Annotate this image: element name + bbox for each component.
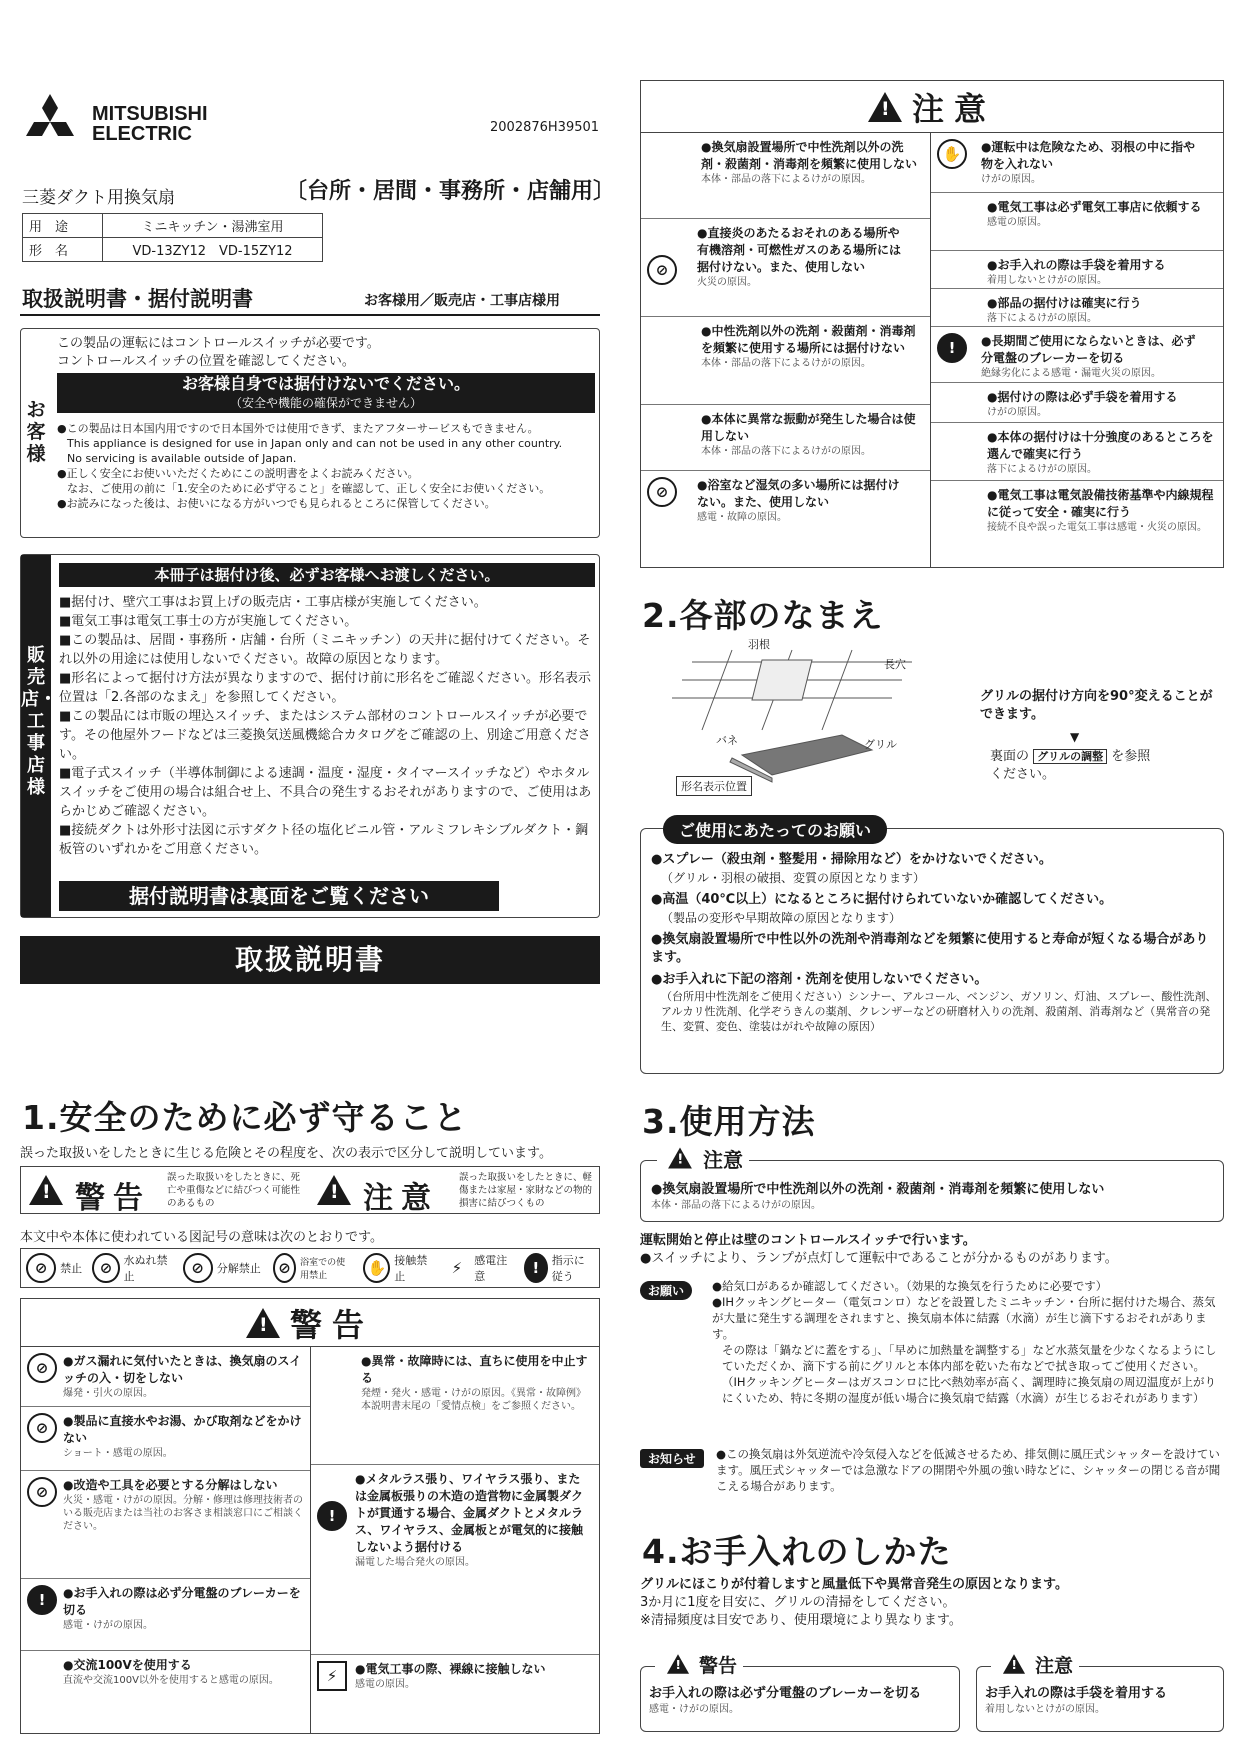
- warning-item-text: ●メタルラス張り、ワイヤラス張り、または金属板張りの木造の造営物に金属製ダクトが貫通する場合、金属ダクトとメタルラス、ワイヤラス、金属板とが電気的に接触しないよう据付ける: [355, 1472, 584, 1554]
- dealer-box: [20, 554, 600, 918]
- dealer-item: ■形名によって据付け方法が異なりますので、据付け前に形名をご確認ください。形名表示位置は「2.各部のなまえ」を参照してください。: [59, 671, 592, 705]
- customer-note: ●この製品は日本国内用ですので日本国外では使用できず、またアフターサービスもできません。: [57, 422, 539, 435]
- no-bathroom-icon: ⊘: [647, 477, 677, 507]
- brand-name: [92, 104, 208, 144]
- symbol-label: 接触禁止: [394, 1254, 428, 1283]
- warning-item-text: ●電気工事の際、裸線に接触しない: [355, 1662, 546, 1676]
- spec-key: 用 途: [23, 214, 103, 238]
- customer-note: ●正しく安全にお使いいただくためにこの説明書をよくお読みください。: [57, 467, 419, 480]
- sec4-caution-note: 着用しないとけがの原因。: [985, 1704, 1105, 1715]
- caution-item-note: 火災の原因。: [697, 277, 757, 288]
- sec4-caution-text: お手入れの際は手袋を着用する: [985, 1686, 1168, 1701]
- no-disassembly-icon: ⊘: [27, 1477, 57, 1507]
- sec1-title: 1.安全のために必ず守ること: [22, 1098, 468, 1137]
- caution-triangle-icon: [317, 1175, 351, 1205]
- warning-item-text: ●お手入れの際は必ず分電盤のブレーカーを切る: [63, 1586, 301, 1617]
- customer-note: This appliance is designed for use in Japan only and can not be used in any other country.: [67, 437, 563, 450]
- caution-item-note: 落下によるけがの原因。: [987, 464, 1097, 475]
- sec3-operation: [640, 1232, 1118, 1268]
- label-katamei: 形名表示位置: [676, 776, 752, 796]
- dealer-item: ■この製品は、居間・事務所・店舗・台所（ミニキッチン）の天井に据付けてください。それ以外の用途には使用しないでください。故障の原因となります。: [59, 633, 591, 667]
- sec3-onegai-line: その際は「鍋などに蓋をする」、「早めに加熱量を調整する」など水蒸気量を少なくなるようにしていただくか、滴下する前にグリルと本体内部を乾いた布などで拭き取ってご使用ください。: [722, 1343, 1217, 1373]
- symbol-item: [524, 1252, 594, 1284]
- prohibited-icon: ⊘: [27, 1353, 57, 1383]
- onegai-list: [651, 851, 1217, 1034]
- caution-item: [931, 289, 1223, 327]
- caution-triangle-icon: [668, 1148, 692, 1169]
- caution-right-col: [931, 133, 1223, 567]
- instruction-icon: !: [937, 333, 967, 363]
- warning-item-note: ショート・感電の原因。: [63, 1448, 173, 1459]
- caution-item-note: 着用しないとけがの原因。: [987, 275, 1107, 286]
- sec4-body: [640, 1576, 1068, 1630]
- symbol-item: [363, 1252, 433, 1284]
- onegai-item: [651, 931, 1217, 967]
- onegai-title: ご使用にあたってのお願い: [663, 815, 887, 844]
- symbol-item: [26, 1253, 82, 1283]
- sec3-caution-body: [651, 1181, 1104, 1212]
- dealer-item: ■据付け、壁穴工事はお買上げの販売店・工事店様が実施してください。: [59, 595, 487, 610]
- caution-item-text: ●部品の据付けは確実に行う: [987, 296, 1142, 310]
- warning-right-col: [311, 1347, 599, 1733]
- label-nagaana: 長穴: [884, 658, 906, 671]
- caution-item-text: ●据付けの際は必ず手袋を着用する: [987, 390, 1178, 404]
- spec-row: [23, 238, 323, 262]
- onegai-pill: お願い: [640, 1281, 692, 1300]
- symbol-item: [92, 1252, 172, 1284]
- caution-item: [931, 133, 1223, 193]
- sec3-onegai-line: （IHクッキングヒーターはガスコンロに比べ熱効率が高く、調理時に換気扇の周辺温度が上がりにくいため、特に冬期の湿度が低い場合に換気扇で結露（水滴）が生じるおそれがあります）: [722, 1375, 1216, 1405]
- caution-item: [641, 405, 930, 471]
- symbol-item: [444, 1252, 514, 1284]
- symbol-item: [273, 1253, 353, 1283]
- electric-shock-icon: ⚡: [317, 1661, 347, 1691]
- warning-left-col: [21, 1347, 311, 1733]
- onegai-item-note: （製品の変形や早期故障の原因となります）: [661, 911, 902, 925]
- caution-item-text: ●換気扇設置場所で中性洗剤以外の洗剤・殺菌剤・消毒剤を頻繁に使用しない: [701, 140, 918, 171]
- spec-value: VD-13ZY12 VD-15ZY12: [103, 238, 323, 262]
- caution-left-col: [641, 133, 931, 567]
- caution-item-note: 感電の原因。: [987, 217, 1047, 228]
- product-name: 三菱ダクト用換気扇: [22, 188, 175, 208]
- brand-line2: ELECTRIC: [92, 123, 192, 145]
- sec4-warning-note: 感電・けがの原因。: [649, 1704, 739, 1715]
- instruction-icon: !: [524, 1253, 548, 1283]
- no-disassembly-icon: ⊘: [183, 1253, 213, 1283]
- mitsubishi-logo-icon: [20, 92, 80, 152]
- caution-item-note: 本体・部品の落下によるけがの原因。: [701, 446, 871, 457]
- symbol-label: 浴室での使用禁止: [300, 1258, 346, 1281]
- caution-item: [931, 193, 1223, 251]
- caution-item-text: ●電気工事は必ず電気工事店に依頼する: [987, 200, 1202, 214]
- warning-item-text: ●改造や工具を必要とする分解はしない: [63, 1478, 278, 1492]
- caution-header: [641, 81, 1223, 133]
- caution-item: [641, 471, 930, 530]
- caution-item-text: ●長期間ご使用にならないときは、必ず分電盤のブレーカーを切る: [981, 334, 1196, 365]
- sec1-intro: 誤った取扱いをしたときに生じる危険とその程度を、次の表示で区分して説明しています。: [20, 1146, 552, 1161]
- sec4-warning-text: お手入れの際は必ず分電盤のブレーカーを切る: [649, 1686, 922, 1701]
- sec2-note1: グリルの据付け方向を90°変えることができます。: [980, 689, 1213, 722]
- customer-warning-bar: [57, 373, 595, 413]
- caution-item-text: ●本体に異常な振動が発生した場合は使用しない: [701, 412, 916, 443]
- warning-item-note: 火災・感電・けがの原因。分解・修理は修理技術者のいる販売店または当社のお客さま相談窓口にご相談ください。: [63, 1495, 303, 1532]
- no-water-icon: ⊘: [27, 1413, 57, 1443]
- spec-key: 形 名: [23, 238, 103, 262]
- onegai-item-text: ●スプレー（殺虫剤・整髪用・掃除用など）をかけないでください。: [651, 852, 1052, 867]
- warn-label: 警告: [75, 1181, 151, 1216]
- caution-item: [931, 423, 1223, 481]
- sec4-line: 3か月に1度を目安に、グリルの清掃をしてください。: [640, 1595, 956, 1610]
- caution-item: [641, 317, 930, 405]
- arrow-down-icon: ▼: [1070, 730, 1080, 744]
- caution-item-note: 落下によるけがの原因。: [987, 313, 1097, 324]
- sec3-caution-label: 注意: [703, 1147, 743, 1172]
- dealer-items: [59, 593, 595, 859]
- customer-line: コントロールスイッチの位置を確認してください。: [57, 354, 355, 369]
- symbol-label: 分解禁止: [216, 1262, 261, 1275]
- note2-text: ください。: [990, 767, 1056, 782]
- caution-item-note: けがの原因。: [981, 174, 1041, 185]
- warning-item-note: 直流や交流100V以外を使用すると感電の原因。: [63, 1675, 279, 1686]
- label-grille: グリル: [864, 738, 897, 751]
- electric-shock-icon: ⚡: [451, 1259, 463, 1277]
- manual-title: 取扱説明書・据付説明書: [22, 287, 253, 311]
- customer-note: ●お読みになった後は、お使いになる方がいつでも見られるところに保管してください。: [57, 497, 496, 510]
- caution-item: [641, 219, 930, 317]
- warning-item: [21, 1347, 310, 1407]
- spec-value: ミニキッチン・湯沸室用: [103, 214, 323, 238]
- customer-line: この製品の運転にはコントロールスイッチが必要です。: [57, 336, 380, 351]
- caution-item: [931, 481, 1223, 540]
- caution-triangle-icon: [1003, 1654, 1025, 1674]
- sec4-warning-body: [649, 1685, 921, 1716]
- symbol-label: 指示に従う: [551, 1254, 585, 1283]
- sec3-info-text: ●この換気扇は外気逆流や冷気侵入などを低減させるため、排気側に風圧式シャッターを設けています。風圧式シャッターでは急激なドアの開閉や外風の強い時などに、シャッターの閉じる音が聞こえる場合があります。: [716, 1447, 1221, 1493]
- dealer-bar: 本冊子は据付け後、必ずお客様へお渡しください。: [59, 563, 595, 587]
- caut-desc: 誤った取扱いをしたときに、軽傷または家屋・家財などの物的損害に結びつくもの: [459, 1172, 593, 1209]
- warning-item-text: ●異常・故障時には、直ちに使用を中止する: [361, 1354, 588, 1385]
- warning-title: 警告: [289, 1305, 374, 1344]
- onegai-item: [651, 851, 1217, 887]
- note2-text: 裏面の: [990, 749, 1030, 764]
- warning-item-note: 漏電した場合発火の原因。: [355, 1557, 475, 1568]
- symbol-label: 禁止: [60, 1262, 83, 1275]
- sec2-note2: [990, 748, 1150, 784]
- caution-item-text: ●直接炎のあたるおそれのある場所や有機溶剤・可燃性ガスのある場所には据付けない。また、使用しない: [697, 226, 902, 274]
- warning-item-text: ●製品に直接水やお湯、かび取剤などをかけない: [63, 1414, 302, 1445]
- warning-triangle-icon: [246, 1308, 280, 1338]
- symbols-row: [20, 1248, 600, 1288]
- sec3-caution-tag: [657, 1143, 749, 1173]
- warning-item: [311, 1655, 599, 1697]
- onegai-item-text: ●高温（40℃以上）になるところに据付けられていないか確認してください。: [651, 892, 1113, 907]
- sec3-onegai-line: ●給気口があるか確認してください。（効果的な換気を行うために必要です）: [712, 1279, 1108, 1293]
- caution-item-text: ●浴室など湿気の多い場所には据付けない。また、使用しない: [697, 478, 900, 509]
- caution-title: 注意: [911, 89, 996, 128]
- onegai-item-text: ●お手入れに下記の溶剤・洗剤を使用しないでください。: [651, 972, 988, 987]
- caution-item-note: 本体・部品の落下によるけがの原因。: [701, 358, 871, 369]
- dealer-side-label: 販売店・工事店様: [21, 555, 51, 917]
- sec4-warning-label: 警告: [699, 1654, 738, 1677]
- spec-row: [23, 214, 323, 238]
- warning-item-note: 感電の原因。: [355, 1679, 415, 1690]
- warning-item-text: ●交流100Vを使用する: [63, 1658, 192, 1672]
- customer-box: [20, 328, 600, 538]
- note2-text: を参照: [1111, 749, 1151, 764]
- warn-desc: 誤った取扱いをしたときに、死亡や重傷などに結びつく可能性のあるもの: [167, 1172, 301, 1209]
- warning-item-note: 発煙・発火・感電・けがの原因。《異常・故障例》本説明書末尾の「愛情点検」をご参照ください。: [361, 1388, 586, 1412]
- caution-item: [931, 327, 1223, 383]
- warning-item: [311, 1347, 599, 1465]
- warning-triangle-icon: [29, 1175, 63, 1205]
- caution-item-note: 本体・部品の落下によるけがの原因。: [701, 174, 871, 185]
- label-bane: バネ: [716, 734, 738, 747]
- sec4-warning-box: [640, 1654, 960, 1732]
- dealer-bottom-bar: 据付説明書は裏面をご覧ください: [59, 881, 499, 911]
- caution-item-text: ●運転中は危険なため、羽根の中に指や物を入れない: [981, 140, 1195, 171]
- sec4-line: ※清掃頻度は目安であり、使用環境により異なります。: [640, 1613, 962, 1628]
- sec4-caution-tag: [991, 1649, 1079, 1679]
- no-touch-icon: ✋: [937, 139, 967, 169]
- spec-table: [22, 213, 323, 262]
- onegai-item: [651, 971, 1217, 1034]
- dealer-item: ■電気工事は電気工事士の方が実施してください。: [59, 614, 358, 629]
- sec3-op-line: ●スイッチにより、ランプが点灯して運転中であることが分かるものがあります。: [640, 1251, 1118, 1266]
- caution-box: [640, 80, 1224, 568]
- warning-box: [20, 1298, 600, 1734]
- warning-triangle-icon: [667, 1654, 689, 1674]
- caution-item-note: 感電・故障の原因。: [697, 512, 787, 523]
- grille-adjust-ref: グリルの調整: [1033, 749, 1107, 764]
- info-pill: お知らせ: [640, 1449, 704, 1468]
- warning-item-text: ●ガス漏れに気付いたときは、換気扇のスイッチの入・切をしない: [63, 1354, 302, 1385]
- caution-item-text: ●お手入れの際は手袋を着用する: [987, 258, 1166, 272]
- sec4-caution-box: [976, 1654, 1224, 1732]
- customer-note: No servicing is available outside of Japan.: [67, 452, 297, 465]
- onegai-tag: [640, 1280, 692, 1300]
- warning-item: [21, 1579, 310, 1651]
- onegai-box: [640, 821, 1224, 1074]
- manual-audience: お客様用／販売店・工事店様用: [364, 293, 560, 309]
- dealer-item: ■この製品には市販の埋込スイッチ、またはシステム部材のコントロールスイッチが必要です。その他屋外フードなどは三菱換気送風機総合カタログをご確認の上、別途ご用意ください。: [59, 709, 591, 762]
- customer-side-label: お客様: [26, 399, 46, 465]
- caution-item: [931, 251, 1223, 289]
- onegai-item-note: （台所用中性洗剤をご使用ください）シンナー、アルコール、ベンジン、ガソリン、灯油、スプレー、酸性洗剤、アルカリ性洗剤、化学ぞうきんの薬剤、クレンザーなどの研磨材入りの洗剤、殺菌剤、消毒剤など（異常音の発生、変質、変色、塗装はがれや故障の原因）: [661, 990, 1217, 1033]
- customer-bar-line1: お客様自身では据付けないでください。: [181, 374, 470, 393]
- doc-code: 2002876H39501: [490, 120, 600, 135]
- usage-heading: 〔台所・居間・事務所・店舗用〕: [285, 179, 616, 204]
- sec4-warning-tag: [655, 1649, 743, 1679]
- no-water-icon: ⊘: [92, 1253, 119, 1283]
- prohibited-icon: ⊘: [26, 1253, 56, 1283]
- info-tag: [640, 1448, 704, 1468]
- caution-item: [641, 133, 930, 219]
- customer-notes: [57, 421, 597, 511]
- customer-intro: [57, 335, 380, 371]
- symbols-intro: 本文中や本体に使われている図記号の意味は次のとおりです。: [20, 1230, 383, 1245]
- no-touch-icon: ✋: [363, 1253, 390, 1283]
- caution-item-note: 接続不良や誤った電気工事は感電・火災の原因。: [987, 522, 1207, 533]
- sec4-caution-label: 注意: [1035, 1654, 1074, 1677]
- no-bathroom-icon: ⊘: [273, 1253, 296, 1283]
- dealer-item: ■電子式スイッチ（半導体制御による速調・温度・湿度・タイマースイッチなど）やホタルスイッチをご使用の場合は組合せ上、不具合の発生するおそれがありますので、ご使用はあらかじめご確認ください。: [59, 766, 592, 819]
- warning-item-note: 感電・けがの原因。: [63, 1620, 153, 1631]
- legend-box: [20, 1166, 600, 1214]
- caution-item-text: ●電気工事は電気設備技術基準や内線規程に従って安全・確実に行う: [987, 488, 1214, 519]
- onegai-item-note: （グリル・羽根の破損、変質の原因となります）: [661, 871, 926, 885]
- sec2-title: 2.各部のなまえ: [642, 596, 884, 635]
- brand-line1: MITSUBISHI: [92, 103, 208, 125]
- caution-item: [931, 383, 1223, 423]
- divider: [20, 314, 600, 316]
- caution-item-text: ●本体の据付けは十分強度のあるところを選んで確実に行う: [987, 430, 1214, 461]
- caut-label: 注意: [363, 1181, 439, 1216]
- instruction-icon: !: [27, 1585, 57, 1615]
- torisetsu-banner: 取扱説明書: [20, 936, 600, 984]
- sec3-onegai-line: ●IHクッキングヒーター（電気コンロ）などを設置したミニキッチン・台所に据付けた場合、蒸気が大量に発生する調理をされますと、換気扇本体に結露（水滴）が生じ滴下するおそれがあります。: [712, 1295, 1216, 1341]
- sec3-op-line: 運転開始と停止は壁のコントロールスイッチで行います。: [640, 1233, 976, 1248]
- customer-bar-line2: （安全や機能の確保ができません）: [229, 396, 422, 410]
- symbol-label: 感電注意: [474, 1254, 508, 1283]
- caution-item-note: 絶縁劣化による感電・漏電火災の原因。: [981, 368, 1161, 379]
- warning-item: [21, 1651, 310, 1693]
- label-hane: 羽根: [748, 638, 770, 651]
- onegai-item-text: ●換気扇設置場所で中性以外の洗剤や消毒剤などを頻繁に使用すると寿命が短くなる場合があります。: [651, 932, 1209, 965]
- caution-item-text: ●中性洗剤以外の洗剤・殺菌剤・消毒剤を頻繁に使用する場所には据付けない: [701, 324, 916, 355]
- sec3-caution-box: [640, 1147, 1224, 1222]
- instruction-icon: !: [317, 1501, 347, 1531]
- warning-item: [21, 1471, 310, 1579]
- sec4-line: グリルにほこりが付着しますと風量低下や異常音発生の原因となります。: [640, 1577, 1068, 1592]
- caution-item-note: けがの原因。: [987, 407, 1047, 418]
- warning-item-note: 爆発・引火の原因。: [63, 1388, 153, 1399]
- customer-note: なお、ご使用の前に「1.安全のために必ず守ること」を確認して、正しく安全にお使いください。: [67, 482, 551, 495]
- sec3-title: 3.使用方法: [642, 1102, 816, 1141]
- warning-item: [21, 1407, 310, 1471]
- sec4-title: 4.お手入れのしかた: [642, 1532, 952, 1571]
- warning-item: [311, 1465, 599, 1655]
- caution-triangle-icon: [868, 92, 902, 122]
- sec4-caution-body: [985, 1685, 1167, 1716]
- sec3-caution-note: 本体・部品の落下によるけがの原因。: [651, 1200, 821, 1211]
- warning-header: [21, 1299, 599, 1347]
- symbol-item: [183, 1253, 263, 1283]
- sec3-onegai-body: [712, 1278, 1222, 1406]
- onegai-item: [651, 891, 1217, 927]
- dealer-item: ■接続ダクトは外形寸法図に示すダクト径の塩化ビニル管・アルミフレキシブルダクト・鋼板管のいずれかをご用意ください。: [59, 823, 589, 857]
- symbol-label: 水ぬれ禁止: [123, 1254, 168, 1283]
- prohibited-icon: ⊘: [647, 255, 677, 285]
- sec3-caution-text: ●換気扇設置場所で中性洗剤以外の洗剤・殺菌剤・消毒剤を頻繁に使用しない: [651, 1182, 1105, 1197]
